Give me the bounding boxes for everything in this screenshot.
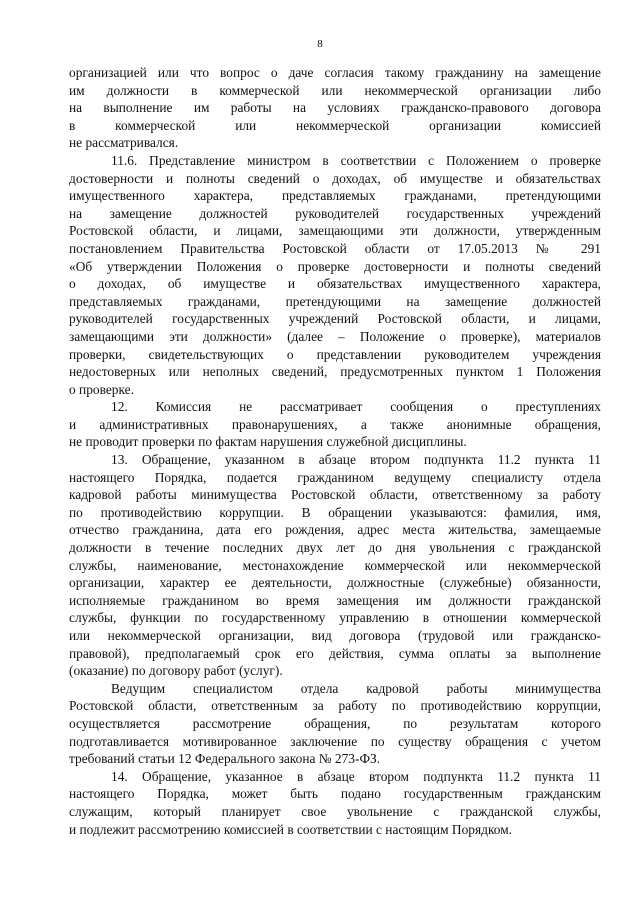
text-line: на выполнение им работы на условиях гражданско-правового договора bbox=[69, 100, 601, 116]
paragraph bbox=[69, 152, 601, 398]
text-line: о проверке. bbox=[69, 381, 134, 397]
text-line: настоящего Порядка, может быть подано государственным гражданским bbox=[69, 786, 601, 802]
text-line: службы, наименование, местонахождение коммерческой или некоммерческой bbox=[69, 557, 601, 573]
text-line: недостоверных или неполных сведений, предусмотренных пунктом 1 Положения bbox=[69, 364, 601, 380]
text-line: замещающими эти должности» (далее – Положение о проверке), материалов bbox=[69, 328, 601, 344]
text-line: и подлежит рассмотрению комиссией в соответствии с настоящим Порядком. bbox=[69, 821, 513, 837]
document-body bbox=[69, 64, 601, 838]
text-line: не проводит проверки по фактам нарушения служебной дисциплины. bbox=[69, 434, 467, 450]
text-line: организацией или что вопрос о даче согласия такому гражданину на замещение bbox=[69, 65, 601, 80]
text-line: 11.6. Представление министром в соответствии с Положением о проверке bbox=[111, 152, 601, 168]
text-line: руководителей государственных учреждений Ростовской области, и лицами, bbox=[69, 311, 601, 327]
text-line: правовой), предполагаемый срок его действия, сумма оплаты за выполнение bbox=[69, 645, 601, 661]
paragraph bbox=[69, 398, 601, 451]
text-line: служащим, который планирует свое увольнение с гражданской службы, bbox=[69, 803, 601, 819]
text-line: и административных правонарушениях, а также анонимные обращения, bbox=[69, 416, 601, 432]
text-line: осуществляется рассмотрение обращения, по результатам которого bbox=[69, 715, 601, 731]
text-line: о доходах, об имуществе и обязательствах имущественного характера, bbox=[69, 276, 601, 292]
text-line: отчество гражданина, дата его рождения, адрес места жительства, замещаемые bbox=[69, 522, 601, 538]
page-number: 8 bbox=[317, 38, 323, 50]
text-line: не рассматривался. bbox=[69, 135, 179, 151]
text-line: 13. Обращение, указанном в абзаце втором подпункта 11.2 пункта 11 bbox=[111, 452, 601, 468]
text-line: должности в течение последних двух лет до дня увольнения с гражданской bbox=[69, 540, 601, 556]
paragraph bbox=[69, 451, 601, 680]
text-line: представляемых гражданами, претендующими на замещение должностей bbox=[69, 293, 601, 309]
paragraph bbox=[69, 64, 601, 152]
text-line: службы, функции по государственному управлению в отношении коммерческой bbox=[69, 610, 601, 626]
text-line: настоящего Порядка, подается гражданином ведущему специалисту отдела bbox=[69, 469, 601, 485]
text-line: достоверности и полноты сведений о доходах, об имуществе и обязательствах bbox=[69, 170, 601, 186]
text-line: Ростовской области, ответственным за работу по противодействию коррупции, bbox=[69, 698, 601, 714]
text-line: в коммерческой или некоммерческой организации комиссией bbox=[69, 117, 601, 133]
paragraph bbox=[69, 768, 601, 838]
text-line: 12. Комиссия не рассматривает сообщения о преступлениях bbox=[111, 399, 601, 415]
text-line: имущественного характера, представляемых гражданами, претендующими bbox=[69, 188, 601, 204]
text-line: исполняемые гражданином во время замещения им должности гражданской bbox=[69, 592, 601, 608]
text-line: постановлением Правительства Ростовской области от 17.05.2013 № 291 bbox=[69, 240, 601, 256]
text-line: или некоммерческой организации, вид договора (трудовой или гражданско- bbox=[69, 628, 601, 643]
text-line: на замещение должностей руководителей государственных учреждений bbox=[69, 205, 601, 221]
text-line: требований статьи 12 Федерального закона № 273-ФЗ. bbox=[69, 751, 381, 767]
text-line: проверки, свидетельствующих о представлении руководителем учреждения bbox=[69, 346, 601, 362]
text-line: подготавливается мотивированное заключение по существу обращения с учетом bbox=[69, 733, 601, 749]
text-line: организации, характер ее деятельности, должностные (служебные) обязанности, bbox=[69, 575, 601, 591]
text-line: Ростовской области, и лицами, замещающими эти должности, утвержденным bbox=[69, 223, 601, 239]
text-line: им должности в коммерческой или некоммерческой организации либо bbox=[69, 82, 601, 98]
text-line: по противодействию коррупции. В обращении указываются: фамилия, имя, bbox=[69, 504, 601, 520]
text-line: кадровой работы минимущества Ростовской области, ответственному за работу bbox=[69, 487, 601, 503]
text-line: Ведущим специалистом отдела кадровой работы минимущества bbox=[111, 680, 601, 696]
text-line: 14. Обращение, указанное в абзаце втором подпункта 11.2 пункта 11 bbox=[111, 768, 601, 784]
text-line: (оказание) по договору работ (услуг). bbox=[69, 663, 283, 679]
paragraph bbox=[69, 680, 601, 768]
text-line: «Об утверждении Положения о проверке достоверности и полноты сведений bbox=[69, 258, 601, 274]
